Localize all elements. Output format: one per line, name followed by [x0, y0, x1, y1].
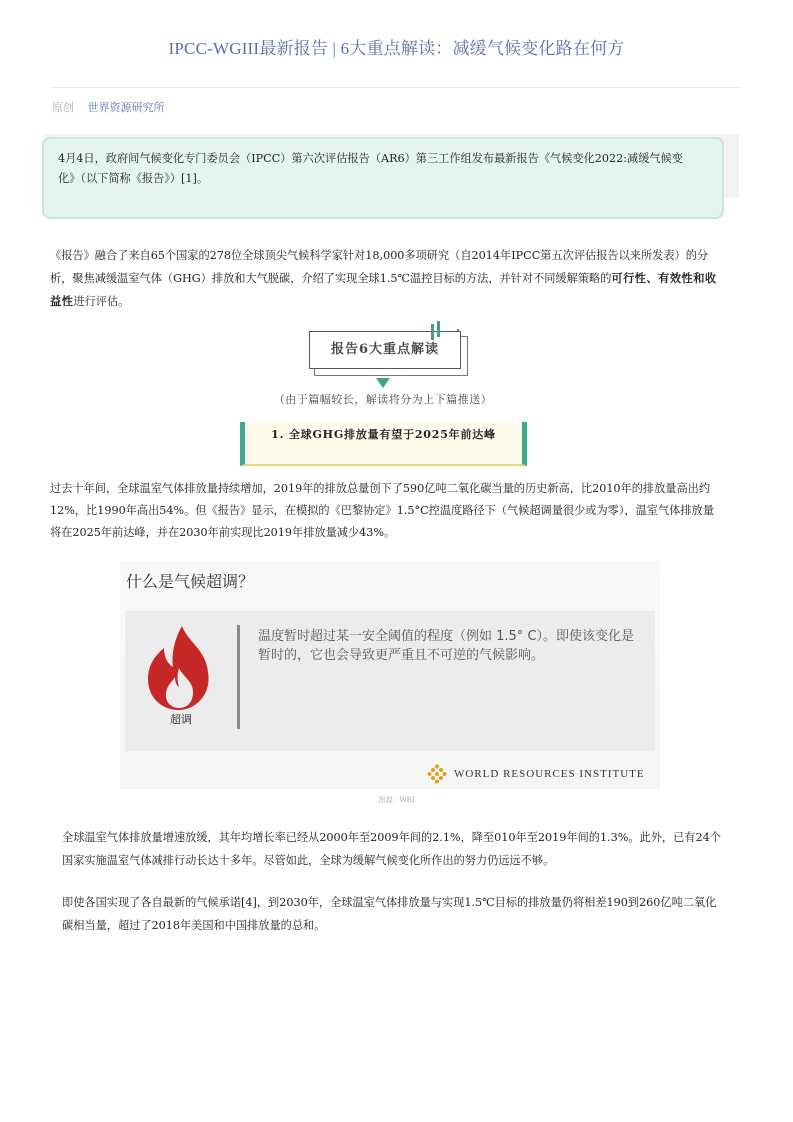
overshoot-figure — [120, 561, 660, 789]
badge-accent-bar — [437, 321, 440, 337]
badge-accent-dot — [457, 329, 459, 331]
badge-note: （由于篇幅较长，解读将分为上下篇推送） — [273, 393, 493, 406]
paragraph-1-tail: 进行评估。 — [73, 295, 130, 308]
paragraph-1-bold: 可行性、有效性和收益性 — [50, 271, 717, 308]
badge-accent-bar — [431, 324, 434, 340]
article-meta — [52, 99, 165, 115]
paragraph-2: 过去十年间，全球温室气体排放量持续增加，2019年的排放总量创下了590亿吨二氧化碳当量的历史新高，比2010年的排放量高出约12%，比1990年高出54%。但《报告》显示，在模拟的《巴黎协定》1.5°C控温度路径下（气候超调量很少或为零），温室气体排放量将在2025年前达峰，并在2030年前实现比2019年排放量减少43%。 — [50, 482, 714, 539]
article-title: IPCC-WGIII最新报告 | 6大重点解读：减缓气候变化路在何方 — [168, 39, 625, 58]
paragraph-3: 全球温室气体排放量增速放缓，其年均增长率已经从2000年至2009年间的2.1%，降至010年至2019年间的1.3%。此外，已有24个国家实施温室气体减排行动长达十多年。尽管如此，全球为缓解气候变化所作出的努力仍远远不够。 — [62, 831, 721, 867]
figure-divider — [237, 625, 240, 729]
intro-note-text: 4月4日，政府间气候变化专门委员会（IPCC）第六次评估报告（AR6）第三工作组发布最新报告《气候变化2022:减缓气候变化》（以下简称《报告》）[1]。 — [58, 152, 683, 185]
intro-note — [42, 137, 724, 219]
original-label: 原创 — [52, 101, 74, 114]
flame-icon-label: 超调 — [170, 713, 192, 726]
figure-title: 什么是气候超调？ — [126, 572, 255, 591]
paragraph-1-text: 《报告》融合了来自65个国家的278位全球顶尖气候科学家针对18,000多项研究（自2014年IPCC第五次评估报告以来所发表）的分析，聚焦减缓温室气体（GHG）排放和大气脱碳，介绍了实现全球1.5℃温控目标的方法，并针对不同缓解策略的 — [50, 249, 709, 285]
paragraph-1 — [50, 245, 722, 313]
down-triangle-icon — [376, 378, 390, 388]
figure-caption: 图源：WRI — [378, 796, 415, 804]
wri-brand-text: WORLD RESOURCES INSTITUTE — [454, 768, 645, 780]
figure-definition: 温度暂时超过某一安全阈值的程度（例如 1.5° C）。即使该变化是暂时的，它也会导致更严重且不可逆的气候影响。 — [258, 629, 635, 663]
badge-box: 报告6大重点解读 — [309, 331, 461, 369]
title-divider — [52, 87, 740, 88]
source-link[interactable]: 世界资源研究所 — [87, 101, 165, 114]
wri-logo-icon — [427, 764, 447, 784]
section-heading-1: 1. 全球GHG排放量有望于2025年前达峰 — [240, 422, 527, 466]
flame-icon — [142, 624, 216, 714]
paragraph-4: 即使各国实现了各自最新的气候承诺[4]，到2030年，全球温室气体排放量与实现1.5℃目标的排放量仍将相差190到260亿吨二氧化碳相当量，超过了2018年美国和中国排放量的总和。 — [62, 896, 717, 932]
